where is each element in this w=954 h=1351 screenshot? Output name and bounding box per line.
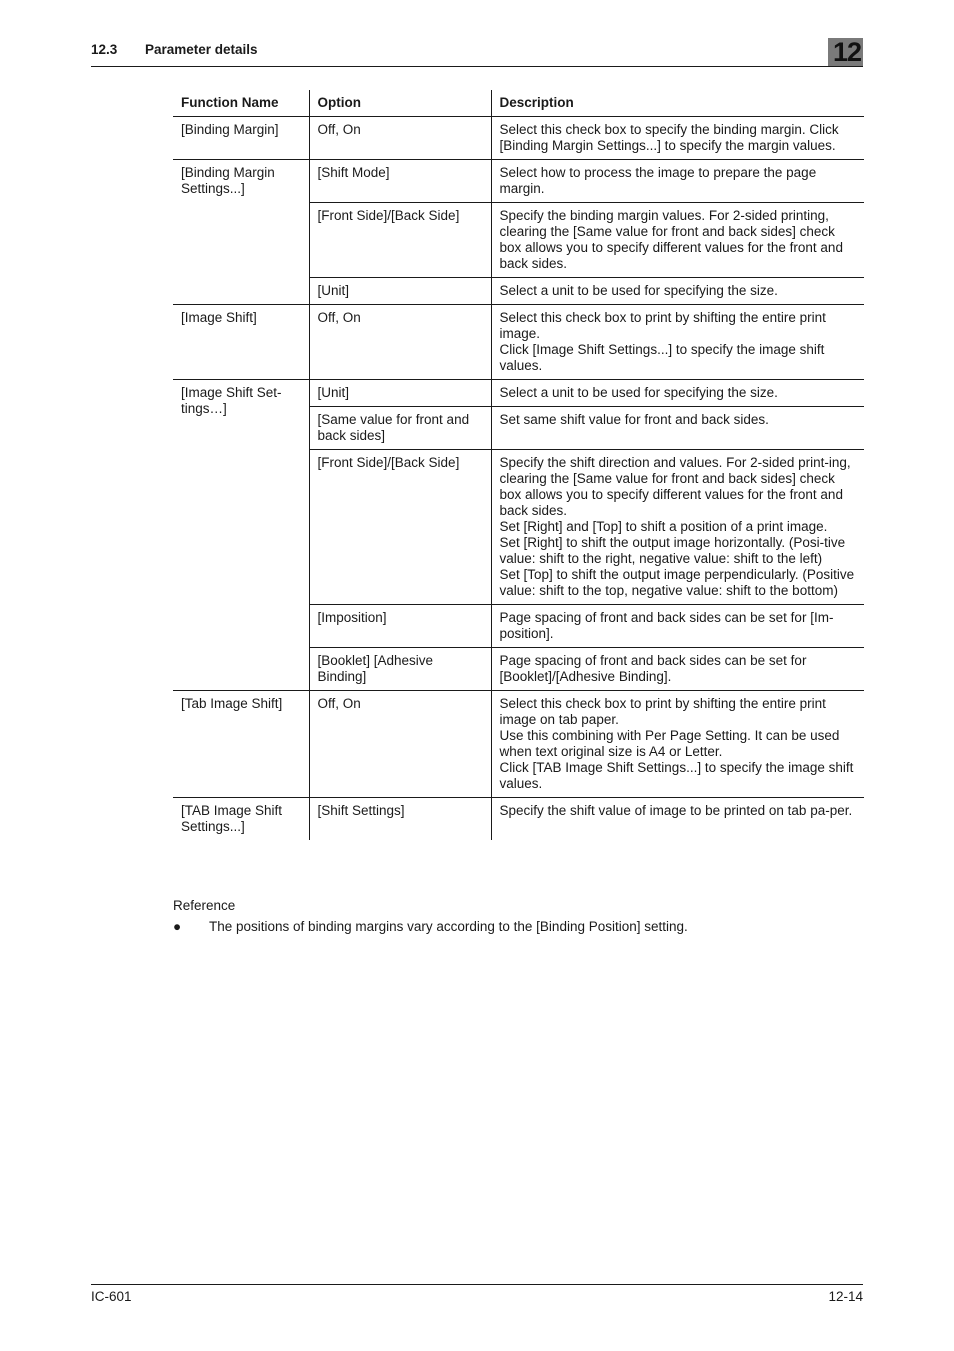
- footer-page-number: 12-14: [828, 1289, 863, 1304]
- section-number: 12.3: [91, 42, 118, 57]
- description-cell: Select this check box to print by shifting the entire print image. Click [Image Shift Settings...] to specify the image shift values.: [491, 305, 864, 380]
- description-cell: Specify the binding margin values. For 2-sided printing, clearing the [Same value for front and back sides] check box allows you to specify different values for the front and back sides.: [491, 203, 864, 278]
- reference-label: Reference: [173, 898, 236, 913]
- option-cell: [Front Side]/[Back Side]: [309, 450, 491, 605]
- chapter-tab: [828, 38, 863, 66]
- option-cell: Off, On: [309, 691, 491, 798]
- reference-bullet-text: The positions of binding margins vary according to the [Binding Position] setting.: [209, 919, 688, 934]
- column-header-function-name: Function Name: [173, 90, 309, 117]
- option-cell: [Booklet] [Adhesive Binding]: [309, 648, 491, 691]
- function-name-cell: [Image Shift Set-tings…]: [173, 380, 309, 691]
- description-cell: Page spacing of front and back sides can be set for [Im-position].: [491, 605, 864, 648]
- description-cell: Specify the shift value of image to be printed on tab pa-per.: [491, 798, 864, 841]
- page-header: [91, 38, 863, 67]
- option-cell: Off, On: [309, 117, 491, 160]
- option-cell: [Shift Mode]: [309, 160, 491, 203]
- description-cell: Page spacing of front and back sides can be set for [Booklet]/[Adhesive Binding].: [491, 648, 864, 691]
- footer-model: IC-601: [91, 1289, 132, 1304]
- option-cell: [Front Side]/[Back Side]: [309, 203, 491, 278]
- description-cell: Select a unit to be used for specifying the size.: [491, 278, 864, 305]
- table-header-row: [173, 90, 864, 117]
- function-name-cell: [Binding Margin]: [173, 117, 309, 160]
- function-name-cell: [Tab Image Shift]: [173, 691, 309, 798]
- function-name-cell: [Image Shift]: [173, 305, 309, 380]
- table-row: [173, 117, 864, 160]
- description-cell: Specify the shift direction and values. For 2-sided print-ing, clearing the [Same value for front and back sides] check box allows you to specify different values for the front and back sides. Set [Right] and [Top] to shift a position of a print image. Set [Right] to shift the output image horizontally. (Posi-tive value: shift to the right, negative value: shift to the left) Set [Top] to shift the output image perpendicularly. (Positive value: shift to the top, negative value: shift to the bottom): [491, 450, 864, 605]
- table-row: [173, 160, 864, 203]
- description-cell: Select this check box to print by shifting the entire print image on tab paper. Use this combining with Per Page Setting. It can be used when text original size is A4 or Letter. Click [TAB Image Shift Settings...] to specify the image shift values.: [491, 691, 864, 798]
- table-row: [173, 798, 864, 841]
- column-header-option: Option: [309, 90, 491, 117]
- option-cell: [Unit]: [309, 278, 491, 305]
- option-cell: [Imposition]: [309, 605, 491, 648]
- function-name-cell: [TAB Image Shift Settings...]: [181, 803, 283, 834]
- column-header-description: Description: [491, 90, 864, 117]
- description-cell: Select how to process the image to prepare the page margin.: [491, 160, 864, 203]
- option-cell: Off, On: [309, 305, 491, 380]
- description-cell: Select a unit to be used for specifying the size.: [491, 380, 864, 407]
- function-name-cell: [Binding Margin Settings...]: [173, 160, 309, 305]
- section-title: Parameter details: [145, 42, 258, 57]
- description-cell: Set same shift value for front and back sides.: [491, 407, 864, 450]
- option-cell: [Unit]: [309, 380, 491, 407]
- option-cell: [Shift Settings]: [309, 798, 491, 841]
- table-row: [173, 380, 864, 407]
- page-footer: [91, 1284, 863, 1315]
- parameter-table: [173, 90, 864, 840]
- table-row: [173, 305, 864, 380]
- table-row: [173, 691, 864, 798]
- option-cell: [Same value for front and back sides]: [309, 407, 491, 450]
- chapter-number: 12: [832, 37, 861, 67]
- bullet-icon: ●: [173, 919, 182, 934]
- description-cell: Select this check box to specify the binding margin. Click [Binding Margin Settings...] to specify the margin values.: [491, 117, 864, 160]
- table-body: [173, 117, 864, 841]
